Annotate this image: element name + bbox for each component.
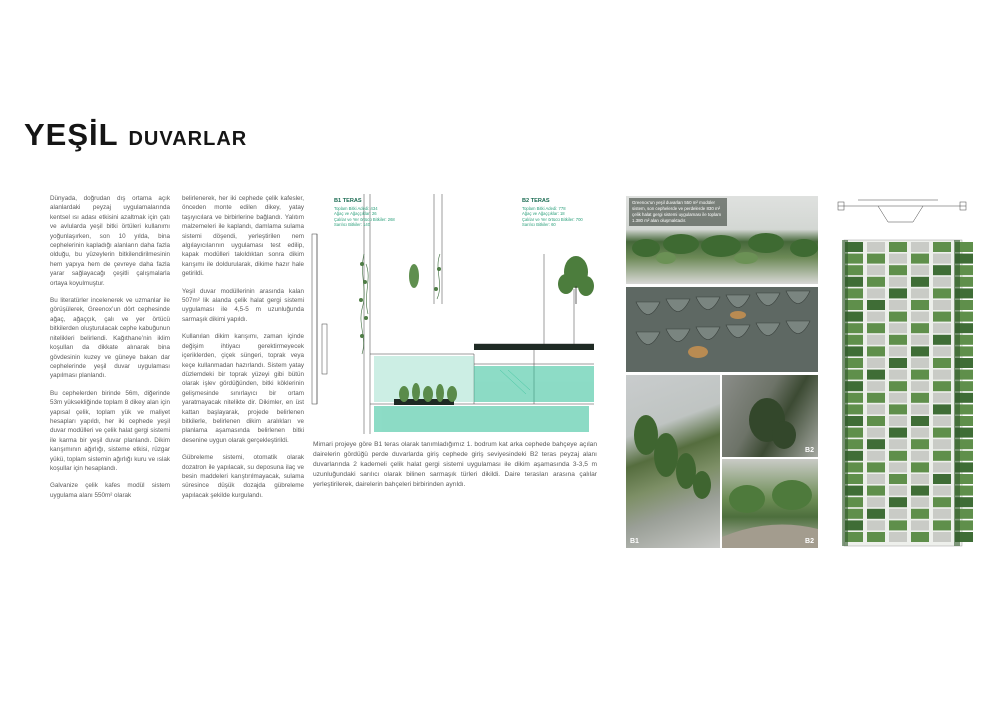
photo-modular-panels — [626, 287, 818, 372]
b1-terrace-label — [334, 199, 424, 228]
paragraph: Gübreleme sistemi, otomatik olarak dozatron ile yapılacak, su deposuna ilaç ve besin maddeleri karıştırılmayacak, sulama süresince düşük dozajda gübreleme yapılacak şekilde kurgulandı. — [182, 454, 304, 499]
photo-b2-terrace — [722, 459, 818, 548]
paragraph: Yeşil duvar modüllerinin arasında kalan 507m² lik alanda çelik halat gergi sistemi uygulaması ile 4,5-5 m uzunluğunda sarmaşık dikimi yapıldı. — [182, 287, 304, 323]
photo-b1-wall — [626, 375, 720, 548]
paragraph: Bu cephelerden birinde 56m, diğerinde 53m yüksekliğinde toplam 8 dikey alan için yapısal çelik, toplam yük ve maliyet hesapları yapıldı, her iki cephede yeşil duvar modülleri ve çelik halat gergi sistemi ile karma bir yeşil duvar planlandı. Dikim karışımının ağırlığı, sisteme etkisi, rüzgar yükü, toplam sistemin ağırlığı kuru ve ıslak koşullar için hesaplandı. — [50, 389, 170, 472]
title-sub: DUVARLAR — [128, 128, 248, 150]
text-column-3 — [313, 440, 597, 498]
title-main: YEŞİL — [24, 117, 119, 152]
facade-elevation — [828, 192, 976, 550]
b1-heading: B1 TERAS — [334, 198, 362, 204]
paragraph: Dünyada, doğrudan dış ortama açık alanlardaki peyzaj uygulamalarında kentsel ısı adası etkisini azaltmak için çatı ve avlularda yeşil bitki örtüleri kullanımı yoğunlaşırken, son 10 yılda, bina cephelerinin kapladığı alanların daha fazla olduğu, bu yüzeylerin bitkilendirilmesinin hem yapıya hem de çevreye daha fazla yarar sağlayacağı çeşitli çalışmalarla ortaya koyulmuştur. — [50, 195, 170, 287]
b1-line: Toplam Bitki Adedi: 434 — [334, 205, 378, 211]
photo-b2-wall-top — [722, 375, 818, 457]
text-column-1 — [50, 194, 170, 508]
paragraph: Galvanize çelik kafes modül sistem uygulama alanı 550m² olarak — [50, 482, 170, 499]
b2-line: Toplam Bitki Adedi: 778 — [522, 205, 566, 211]
paragraph: Mimari projeye göre B1 teras olarak tanımladığımız 1. bodrum kat arka cephede bahçeye açılan dairelerin gördüğü perde duvarlarda giriş cephede giriş seviyesindeki B2 teras peyzaj alanı duvarlarında 2 kademeli çelik halat gergi sistemi uygulaması ile dikim aşamasında 3-3,5 m uzunluğundaki sarılıcı olarak bilinen sarmaşık türleri dikildi. Daire terasları arasına çalılar yerleştirilerek, dairelerin bahçeleri birbirinden ayrıldı. — [313, 441, 597, 488]
photo-ceiling-planters — [626, 196, 818, 284]
b1-line: Çalılar ve Yer örtücü Bitkiler: 268 — [334, 216, 395, 222]
text-column-2 — [182, 194, 304, 508]
photo-tag: B1 — [630, 538, 639, 545]
section-drawing — [304, 194, 600, 438]
photo-caption: Greenox’un yeşil duvarları 550 m² modüler sistem, son cephelerde ve perdelerde 830 m² çelik halat gergi sistemi uygulaması ile toplam 1.380 m² alan oluşmaktadır. — [629, 198, 727, 226]
b2-heading: B2 TERAS — [522, 198, 550, 204]
b2-line: Çalılar ve Yer örtücü Bitkiler: 700 — [522, 216, 583, 222]
b2-terrace-label — [522, 199, 612, 228]
photo-tag: B2 — [805, 447, 814, 454]
b1-line: Sarılıcı Bitkiler: 140 — [334, 222, 371, 228]
b1-line: Ağaç ve Ağaççıklar: 26 — [334, 211, 377, 217]
b2-line: Ağaç ve Ağaççıklar: 18 — [522, 211, 565, 217]
photo-tag: B2 — [805, 538, 814, 545]
paragraph: belirlenerek, her iki cephede çelik kafesler, önceden monte edilen dikey, yatay taşıyıcılara ve birbirlerine bağlandı. Yalıtım malzemeleri ile kaplandı, damlama sulama sistemi döşendi, yerleştirilen nem algılayıcılarının uygulaması test edilip, kapak modülleri takıldıktan sonra dikim karışımı ile doldurularak, dikime hazır hale getirildi. — [182, 195, 304, 278]
paragraph: Bu literatürler incelenerek ve uzmanlar ile görüşülerek, Greenox’un dört cephesinde ağaç, ağaççık, çalı ve yer örtücü bitkilerden oluşturulacak cephe kabuğunun nitelikleri belirlendi. Kağıthane’nin iklim koşulları da dikkate alınarak bina gövdesinin kuzey ve güneye bakan dar cephelerinde yeşil duvar uygulaması yapılması planlandı. — [50, 297, 170, 380]
paragraph: Kullanılan dikim karışımı, zaman içinde değişim ihtiyacı gerektirmeyecek içeriklerden, çiçek süngeri, toprak veya keçe kullanmadan hazırlandı. Sistem yatay düzlemdeki bir toprak yüzeyi gibi bütün olarak işlev gördüğünden, bitki köklerinin gelişmesinde sınırlayıcı bir ortam yaratmayacak nitelikte dir. Dikimler, en üst kattan başlayarak, projede belirlenen bitkilerle, belirlenen dikim aralıkları ve planlama aşamasında belirlenen bitki desenine uygun olarak gerçekleştirildi. — [182, 333, 304, 444]
b2-line: Sarılıcı Bitkiler: 60 — [522, 222, 556, 228]
page-title — [24, 118, 247, 150]
